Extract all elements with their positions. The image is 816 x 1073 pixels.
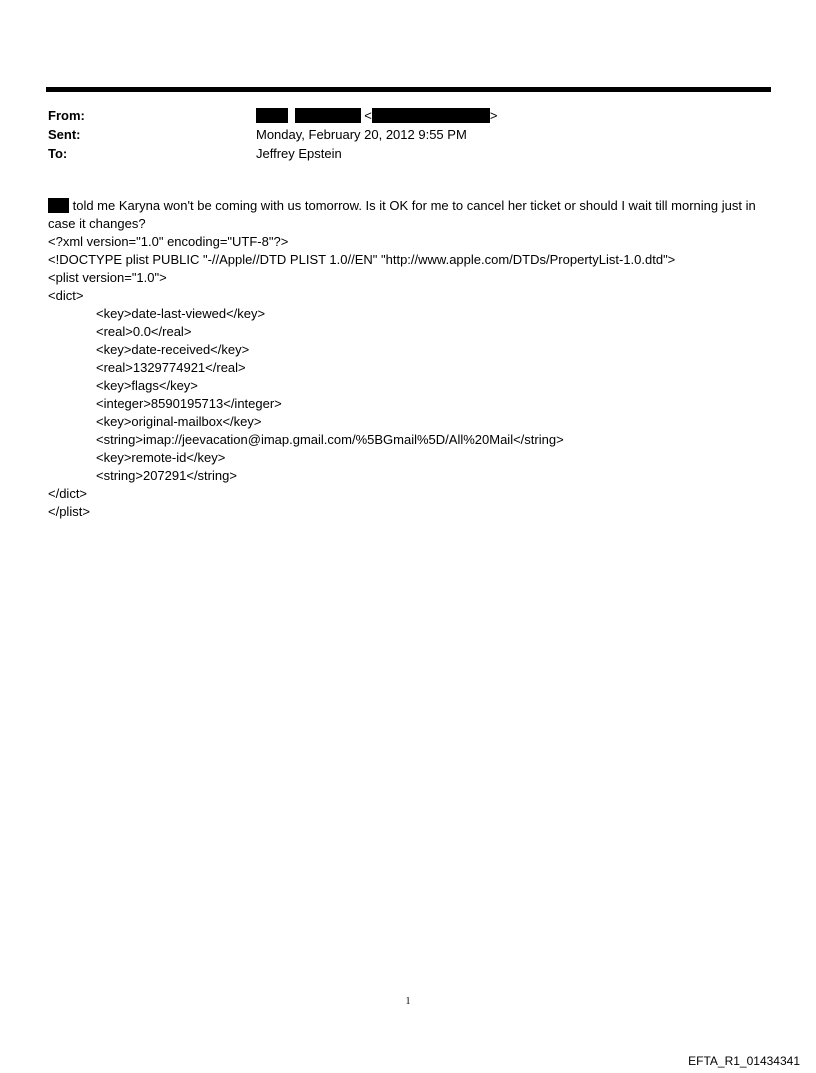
redaction-block [372,108,490,123]
sent-value: Monday, February 20, 2012 9:55 PM [256,127,467,142]
plist-line: <key>date-received</key> [96,342,250,357]
header-rule [46,87,771,92]
sent-label: Sent: [48,127,81,142]
message-paragraph [48,197,763,233]
plist-closing-lines [48,485,763,521]
plist-line: <key>remote-id</key> [96,450,226,465]
from-label: From: [48,108,85,123]
plist-line: <dict> [48,288,84,303]
redaction-block [295,108,361,123]
plist-line: <key>date-last-viewed</key> [96,306,266,321]
redaction-block [256,108,288,123]
plist-line: <string>imap://jeevacation@imap.gmail.com/%5BGmail%5D/All%20Mail</string> [96,432,564,447]
plist-line: <?xml version="1.0" encoding="UTF-8"?> [48,234,289,249]
redaction-block [48,198,69,213]
plist-line: <real>0.0</real> [96,324,192,339]
plist-line: <integer>8590195713</integer> [96,396,282,411]
plist-line: <real>1329774921</real> [96,360,246,375]
to-label: To: [48,146,68,161]
from-close-bracket: > [489,108,498,123]
plist-line: <string>207291</string> [96,468,237,483]
from-open-bracket: < [364,108,372,123]
message-text: told me Karyna won't be coming with us tomorrow. Is it OK for me to cancel her ticket or should I wait till morning just in case it changes? [48,198,756,231]
plist-lines [48,233,763,305]
plist-line: </plist> [48,504,90,519]
plist-line: </dict> [48,486,88,501]
page-number: 1 [405,996,411,1007]
plist-line: <plist version="1.0"> [48,270,167,285]
document-id: EFTA_R1_01434341 [688,1054,800,1068]
plist-indented-lines [48,305,763,485]
from-value [256,108,497,123]
plist-line: <!DOCTYPE plist PUBLIC "-//Apple//DTD PLIST 1.0//EN" "http://www.apple.com/DTDs/PropertyList-1.0.dtd"> [48,252,676,267]
email-body [48,197,763,521]
to-value: Jeffrey Epstein [256,146,342,161]
plist-line: <key>original-mailbox</key> [96,414,262,429]
plist-line: <key>flags</key> [96,378,198,393]
